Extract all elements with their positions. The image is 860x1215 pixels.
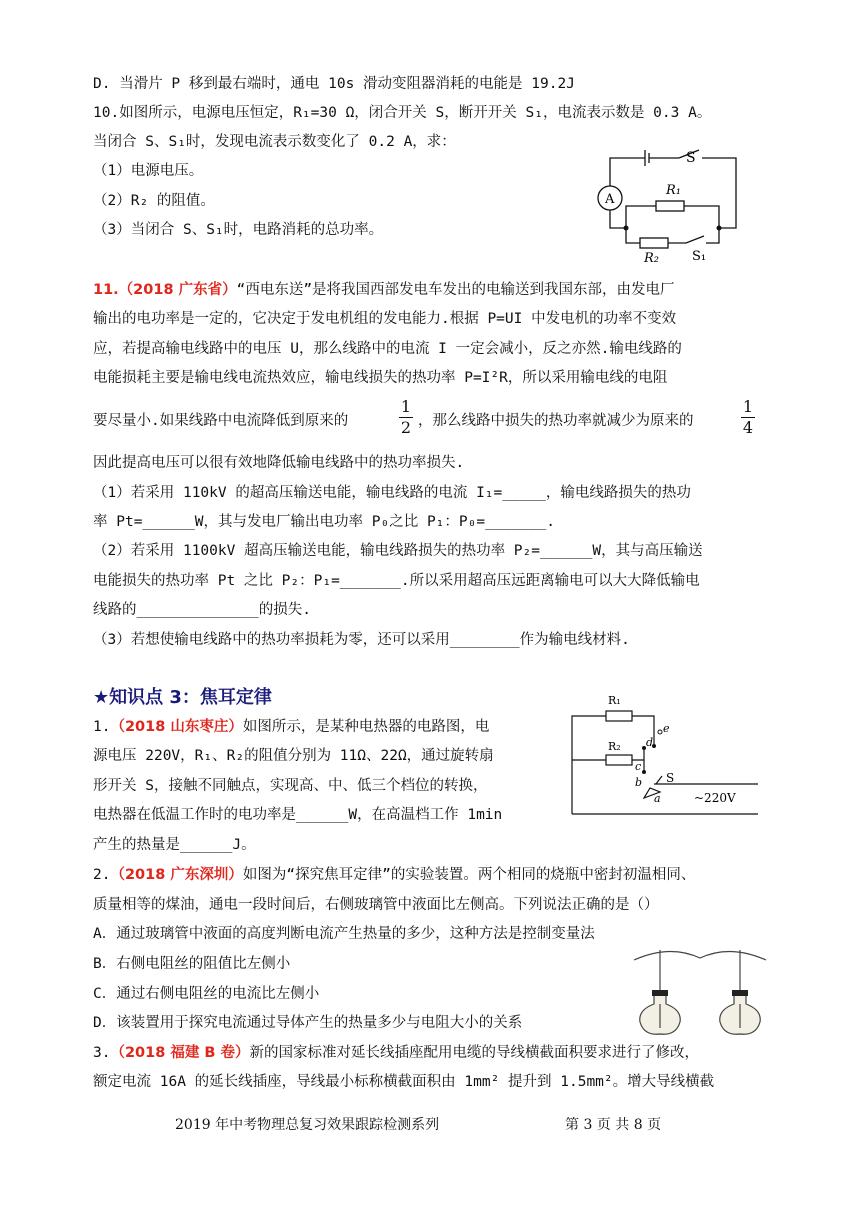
j-q1-line2: 源电压 220V，R₁、R₂的阻值分别为 11Ω、22Ω，通过旋转扇: [93, 748, 494, 764]
q11-line1: [93, 279, 675, 301]
j-q2-num: 2.: [93, 867, 111, 883]
j-q2-option-b: B．右侧电阻丝的阻值比左侧小: [93, 956, 291, 972]
q11-sub2a: （2）若采用 1100kV 超高压输送电能，输电线路损失的热功率 P₂=______W，其与高压输送: [93, 543, 703, 559]
fig2-r1-label: R₁: [608, 694, 621, 707]
q11-sub2c: 线路的______________的损失.: [93, 602, 311, 618]
r2-label: R₂: [644, 251, 659, 264]
q11-line4: 电能损耗主要是输电线电流热效应，输电线损失的热功率 P=I²R，所以采用输电线的电阻: [93, 370, 668, 386]
fraction-quarter-den: 4: [742, 418, 754, 437]
j-q1-line5: 产生的热量是______J。: [93, 837, 256, 853]
footer-series: 2019 年中考物理总复习效果跟踪检测系列: [175, 1117, 440, 1133]
q11-line6: 因此提高电压可以很有效地降低输电线路中的热功率损失.: [93, 455, 465, 471]
q10-sub2: （2）R₂ 的阻值。: [93, 193, 215, 209]
r1-label: R₁: [666, 183, 681, 198]
fraction-half: [396, 397, 416, 438]
fraction-half-num: 1: [400, 397, 412, 416]
j-q1-num: 1.: [93, 719, 111, 735]
j-q2-source-tag: （2018 广东深圳）: [110, 867, 243, 883]
switch-s-label: S: [686, 150, 696, 166]
q10-line1: 10.如图所示，电源电压恒定，R₁=30 Ω，闭合开关 S，断开开关 S₁，电流表示数是 0.3 A。: [93, 105, 712, 121]
q11-sub1b: 率 Pt=______W，其与发电厂输出电功率 P₀之比 P₁：P₀=_______.: [93, 514, 555, 530]
j-q1-line1: [93, 716, 489, 738]
section-heading: ★知识点 3：焦耳定律: [93, 687, 272, 708]
fig2-contact-c: c: [635, 760, 642, 773]
fraction-quarter-num: 1: [742, 397, 754, 416]
j-q2-option-a: A．通过玻璃管中液面的高度判断电流产生热量的多少，这种方法是控制变量法: [93, 926, 595, 942]
j-q1-line4: 电热器在低温工作时的电功率是______W，在高温档工作 1min: [93, 807, 503, 823]
circuit-diagram-q10: [596, 148, 746, 264]
j-q2-option-d: D．该装置用于探究电流通过导体产生的热量多少与电阻大小的关系: [93, 1015, 523, 1031]
q10-line2: 当闭合 S、S₁时，发现电流表示数变化了 0.2 A，求：: [93, 134, 456, 150]
fig2-switch-s: S: [666, 771, 675, 785]
q10-sub1: （1）电源电压。: [93, 163, 204, 179]
q11-line3: 应，若提高输电线路中的电压 U，那么线路中的电流 I 一定会减小，反之亦然.输电线路的: [93, 341, 682, 357]
q11-sub2b: 电能损失的热功率 Pt 之比 P₂：P₁=_______.所以采用超高压远距离输电可以大大降低输电: [93, 573, 700, 589]
j-q2-line1: [93, 864, 695, 886]
heater-circuit-diagram: [568, 688, 768, 830]
j-q2-text: 如图为“探究焦耳定律”的实验装置。两个相同的烧瓶中密封初温相同、: [242, 867, 696, 883]
joule-experiment-apparatus: [630, 944, 770, 1036]
q11-sub1a: （1）若采用 110kV 的超高压输送电能，输电线路的电流 I₁=_____，输电线路损失的热功: [93, 485, 691, 501]
footer-page-number: 第 3 页 共 8 页: [565, 1117, 662, 1133]
j-q3-line2: 额定电流 16A 的延长线插座，导线最小标称横截面积由 1mm² 提升到 1.5mm²。增大导线横截: [93, 1074, 715, 1090]
ammeter-label: A: [605, 192, 615, 207]
q11-line5b: ，那么线路中损失的热功率就减少为原来的: [418, 413, 694, 429]
j-q3-line1: [93, 1042, 699, 1064]
fig2-voltage: ~220V: [694, 791, 736, 805]
j-q2-option-c: C．通过右侧电阻丝的电流比左侧小: [93, 986, 320, 1002]
fig2-r2-label: R₂: [608, 740, 621, 753]
j-q3-source-tag: （2018 福建 B 卷）: [110, 1045, 250, 1061]
q11-line5a: 要尽量小.如果线路中电流降低到原来的: [93, 413, 349, 429]
j-q3-text: 新的国家标准对延长线插座配用电缆的导线横截面积要求进行了修改，: [249, 1045, 700, 1061]
fig2-contact-d: d: [646, 736, 654, 749]
j-q3-num: 3.: [93, 1045, 111, 1061]
fraction-quarter: [738, 397, 758, 438]
q11-line2: 输出的电功率是一定的，它决定于发电机组的发电能力.根据 P=UI 中发电机的功率不变效: [93, 311, 677, 327]
s1-label: S₁: [692, 249, 707, 264]
fig2-contact-b: b: [635, 776, 643, 789]
j-q1-line3: 形开关 S，接触不同触点，实现高、中、低三个档位的转换，: [93, 778, 488, 794]
q11-text: “西电东送”是将我国西部发电车发出的电输送到我国东部，由发电厂: [236, 282, 675, 298]
line-d-option: D. 当滑片 P 移到最右端时，通电 10s 滑动变阻器消耗的电能是 19.2J: [93, 76, 575, 92]
j-q1-source-tag: （2018 山东枣庄）: [110, 719, 243, 735]
q10-sub3: （3）当闭合 S、S₁时，电路消耗的总功率。: [93, 222, 384, 238]
j-q2-line2: 质量相等的煤油，通电一段时间后，右侧玻璃管中液面比左侧高。下列说法正确的是（）: [93, 897, 659, 913]
j-q1-text: 如图所示，是某种电热器的电路图，电: [242, 719, 490, 735]
fig2-contact-e: e: [663, 722, 670, 735]
fraction-half-den: 2: [400, 418, 412, 437]
q11-sub3: （3）若想使输电线路中的热功率损耗为零，还可以采用________作为输电线材料.: [93, 632, 630, 648]
q11-source-tag: 11.（2018 广东省）: [93, 282, 237, 298]
fig2-contact-a: a: [654, 792, 661, 805]
